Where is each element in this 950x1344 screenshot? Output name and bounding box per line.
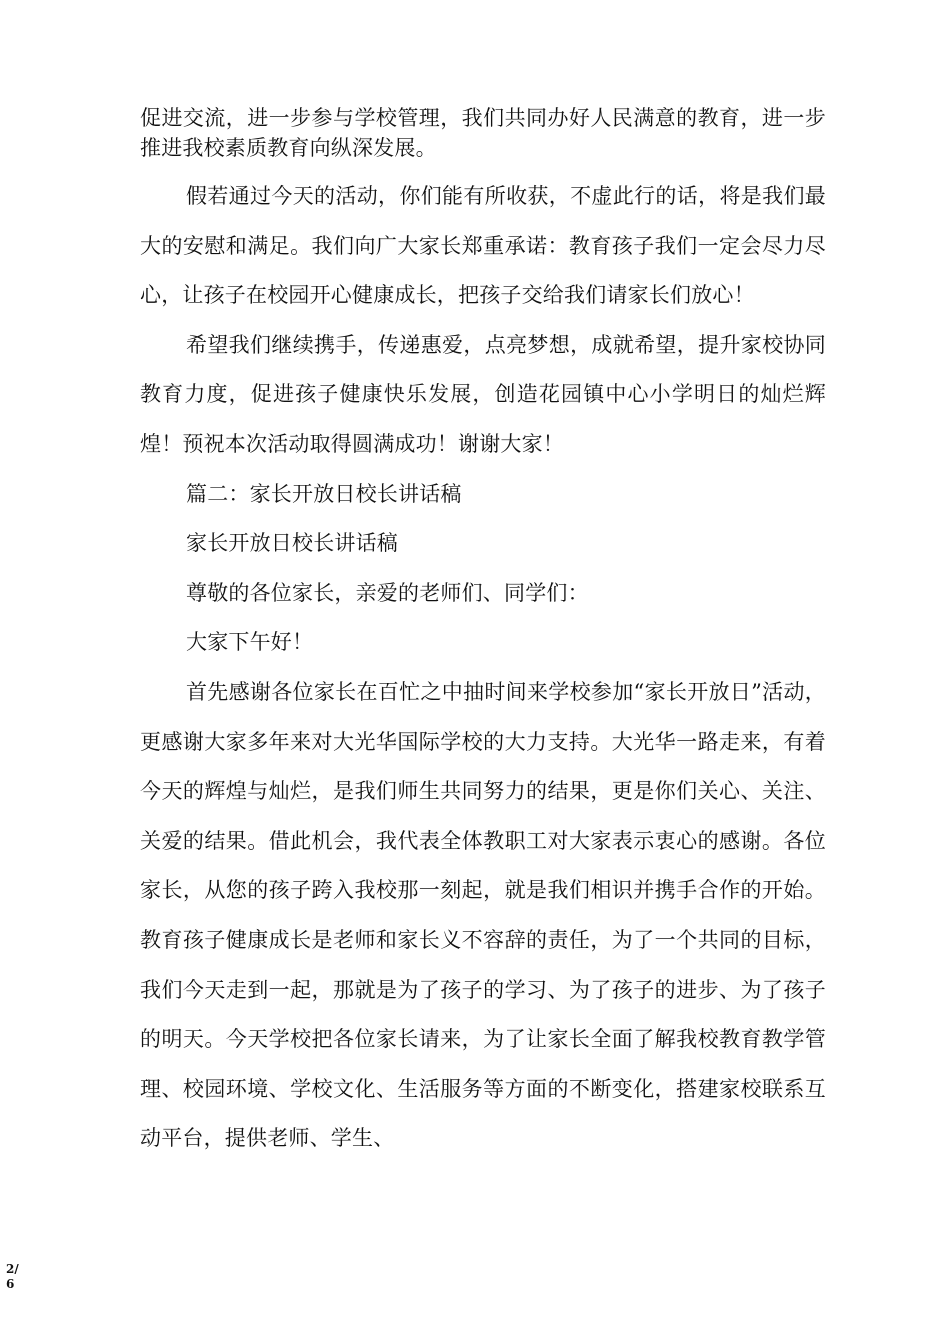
paragraph-continuation: 促进交流，进一步参与学校管理，我们共同办好人民满意的教育，进一步推进我校素质教育向纵深发展。 [140,106,826,160]
page-number: 2/6 [6,1262,19,1291]
body-text [140,103,826,1164]
speech-title: 家长开放日校长讲话稿 [186,531,398,556]
paragraph-wishes: 希望我们继续携手，传递惠爱，点亮梦想，成就希望，提升家校协同教育力度，促进孩子健康快乐发展，创造花园镇中心小学明日的灿烂辉煌！预祝本次活动取得圆满成功！谢谢大家！ [140,332,826,456]
salutation: 尊敬的各位家长，亲爱的老师们、同学们： [186,580,589,605]
paragraph-closing-remarks: 假若通过今天的活动，你们能有所收获，不虚此行的话，将是我们最大的安慰和满足。我们向广大家长郑重承诺：教育孩子我们一定会尽力尽心，让孩子在校园开心健康成长，把孩子交给我们请家长们放心！ [140,184,826,308]
greeting: 大家下午好！ [186,630,314,655]
paragraph-thanks: 首先感谢各位家长在百忙之中抽时间来学校参加“家长开放日”活动，更感谢大家多年来对大光华国际学校的大力支持。大光华一路走来，有着今天的辉煌与灿烂，是我们师生共同努力的结果，更是你们关心、关注、关爱的结果。借此机会，我代表全体教职工对大家表示衷心的感谢。各位家长，从您的孩子跨入我校那一刻起，就是我们相识并携手合作的开始。教育孩子健康成长是老师和家长义不容辞的责任，为了一个共同的目标，我们今天走到一起，那就是为了孩子的学习、为了孩子的进步、为了孩子的明天。今天学校把各位家长请来，为了让家长全面了解我校教育教学管理、校园环境、学校文化、生活服务等方面的不断变化，搭建家校联系互动平台，提供老师、学生、 [140,679,826,1151]
section-heading: 篇二：家长开放日校长讲话稿 [186,481,462,506]
